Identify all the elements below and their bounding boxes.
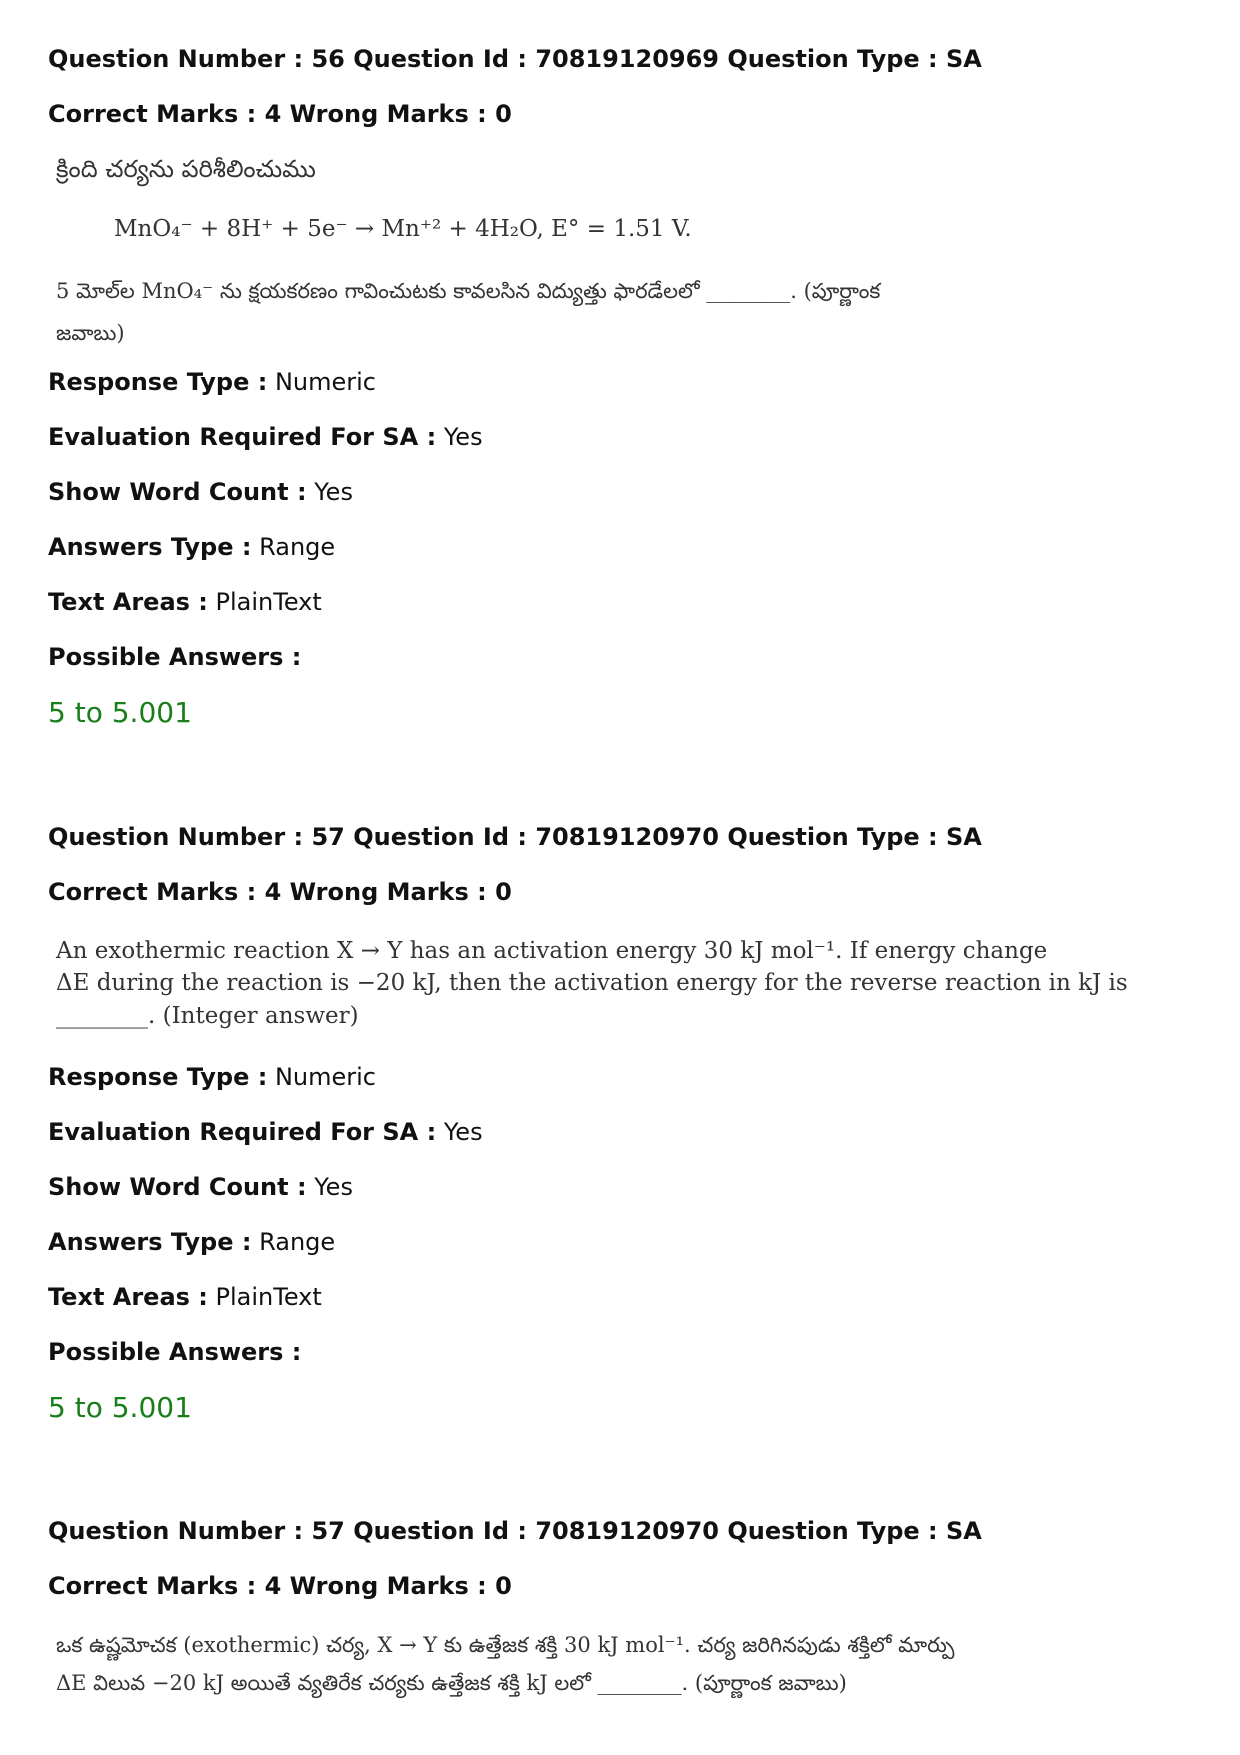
text-areas-row: Text Areas : PlainText bbox=[48, 1283, 322, 1311]
question-equation: MnO₄⁻ + 8H⁺ + 5e⁻ → Mn⁺² + 4H₂O, E° = 1.51 V. bbox=[114, 216, 692, 242]
marks-line: Correct Marks : 4 Wrong Marks : 0 bbox=[48, 100, 512, 128]
question-header: Question Number : 57 Question Id : 70819120970 Question Type : SA bbox=[48, 823, 982, 851]
marks-line: Correct Marks : 4 Wrong Marks : 0 bbox=[48, 878, 512, 906]
word-count-row: Show Word Count : Yes bbox=[48, 1173, 353, 1201]
question-text-line: ఒక ఉష్ణమోచక (exothermic) చర్య, X → Y కు ఉత్తేజక శక్తి 30 kJ mol⁻¹. చర్య జరిగినపుడు శక్తిలో మార్పు bbox=[56, 1633, 955, 1657]
possible-answers-label: Possible Answers : bbox=[48, 643, 302, 671]
evaluation-value: Yes bbox=[443, 423, 483, 451]
question-text-line: An exothermic reaction X → Y has an activation energy 30 kJ mol⁻¹. If energy change bbox=[56, 938, 1048, 964]
response-type-row: Response Type : Numeric bbox=[48, 1063, 376, 1091]
response-type-value: Numeric bbox=[274, 1063, 376, 1091]
response-type-value: Numeric bbox=[274, 368, 376, 396]
question-text-line: క్రింది చర్యను పరిశీలించుము bbox=[56, 155, 316, 183]
evaluation-value: Yes bbox=[443, 1118, 483, 1146]
word-count-value: Yes bbox=[314, 478, 353, 506]
answers-type-value: Range bbox=[259, 533, 336, 561]
question-text-line: ΔE విలువ −20 kJ అయితే వ్యతిరేక చర్యకు ఉత్తేజక శక్తి kJ లలో ________. (పూర్ణాంక జవాబు) bbox=[56, 1671, 847, 1695]
question-text-line: 5 మోల్‌ల MnO₄⁻ ను క్షయకరణం గావించుటకు కావలసిన విద్యుత్తు ఫారడేలలో ________. (పూర్ణాంక bbox=[56, 279, 881, 303]
response-type-row: Response Type : Numeric bbox=[48, 368, 376, 396]
evaluation-row: Evaluation Required For SA : Yes bbox=[48, 1118, 483, 1146]
text-areas-value: PlainText bbox=[215, 1283, 322, 1311]
answers-type-row: Answers Type : Range bbox=[48, 1228, 336, 1256]
evaluation-row: Evaluation Required For SA : Yes bbox=[48, 423, 483, 451]
answers-type-row: Answers Type : Range bbox=[48, 533, 336, 561]
answers-type-value: Range bbox=[259, 1228, 336, 1256]
question-text-line: జవాబు) bbox=[56, 321, 125, 345]
question-header: Question Number : 57 Question Id : 70819120970 Question Type : SA bbox=[48, 1517, 982, 1545]
possible-answers-label: Possible Answers : bbox=[48, 1338, 302, 1366]
possible-answers-value: 5 to 5.001 bbox=[48, 1391, 192, 1424]
word-count-value: Yes bbox=[314, 1173, 353, 1201]
question-text-line: ΔE during the reaction is −20 kJ, then the activation energy for the reverse reaction in kJ is bbox=[56, 970, 1128, 996]
text-areas-row: Text Areas : PlainText bbox=[48, 588, 322, 616]
marks-line: Correct Marks : 4 Wrong Marks : 0 bbox=[48, 1572, 512, 1600]
question-text-line: ________. (Integer answer) bbox=[56, 1003, 359, 1029]
possible-answers-value: 5 to 5.001 bbox=[48, 696, 192, 729]
word-count-row: Show Word Count : Yes bbox=[48, 478, 353, 506]
text-areas-value: PlainText bbox=[215, 588, 322, 616]
question-header: Question Number : 56 Question Id : 70819120969 Question Type : SA bbox=[48, 45, 982, 73]
